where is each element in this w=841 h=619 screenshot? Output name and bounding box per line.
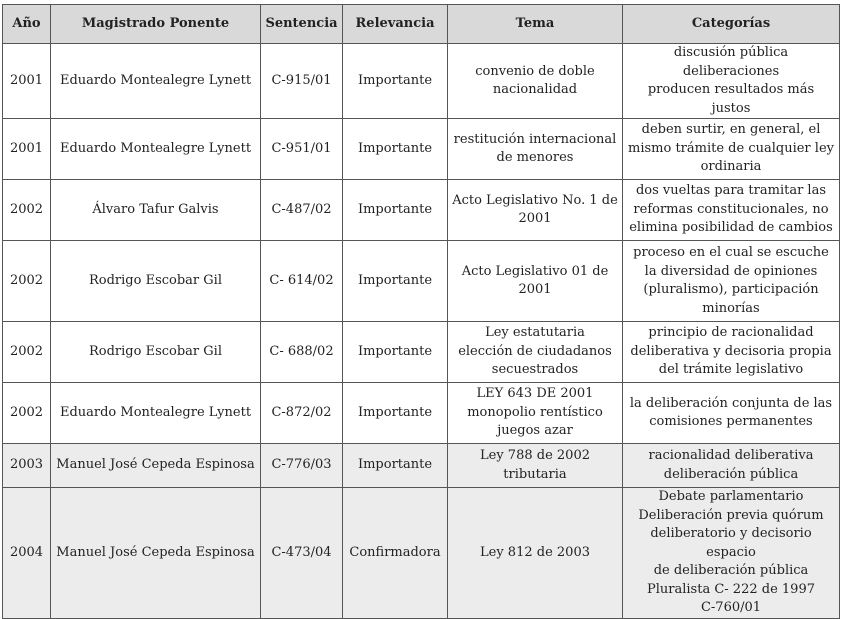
cell-ruling: C-951/01 <box>261 119 343 180</box>
cell-magistrate: Rodrigo Escobar Gil <box>51 322 261 383</box>
cell-relevance: Importante <box>343 383 448 444</box>
table-row <box>3 444 840 488</box>
cell-ruling: C-487/02 <box>261 180 343 241</box>
cell-relevance: Importante <box>343 44 448 119</box>
cell-categories: dos vueltas para tramitar las reformas constitucionales, no elimina posibilidad de cambios <box>623 180 840 241</box>
jurisprudence-table <box>2 4 840 619</box>
table-row <box>3 488 840 619</box>
header-ruling: Sentencia <box>261 5 343 44</box>
cell-year: 2002 <box>3 180 51 241</box>
cell-categories: Debate parlamentario Deliberación previa quórum deliberatorio y decisorio espacio de deliberación pública Pluralista C- 222 de 1997 C-760/01 <box>623 488 840 619</box>
cell-relevance: Confirmadora <box>343 488 448 619</box>
cell-magistrate: Eduardo Montealegre Lynett <box>51 119 261 180</box>
cell-categories: discusión pública deliberaciones producen resultados más justos <box>623 44 840 119</box>
cell-magistrate: Manuel José Cepeda Espinosa <box>51 488 261 619</box>
cell-ruling: C-872/02 <box>261 383 343 444</box>
table-row <box>3 241 840 322</box>
cell-year: 2001 <box>3 119 51 180</box>
cell-relevance: Importante <box>343 119 448 180</box>
cell-year: 2004 <box>3 488 51 619</box>
cell-ruling: C-915/01 <box>261 44 343 119</box>
cell-year: 2002 <box>3 383 51 444</box>
cell-ruling: C-776/03 <box>261 444 343 488</box>
header-categories: Categorías <box>623 5 840 44</box>
cell-magistrate: Eduardo Montealegre Lynett <box>51 44 261 119</box>
header-row <box>3 5 840 44</box>
cell-topic: Acto Legislativo 01 de 2001 <box>448 241 623 322</box>
cell-topic: Ley 788 de 2002 tributaria <box>448 444 623 488</box>
table-row <box>3 322 840 383</box>
table-row <box>3 180 840 241</box>
cell-year: 2002 <box>3 322 51 383</box>
cell-topic: Ley estatutaria elección de ciudadanos secuestrados <box>448 322 623 383</box>
cell-relevance: Importante <box>343 180 448 241</box>
cell-magistrate: Manuel José Cepeda Espinosa <box>51 444 261 488</box>
cell-categories: racionalidad deliberativa deliberación pública <box>623 444 840 488</box>
cell-topic: LEY 643 DE 2001 monopolio rentístico juegos azar <box>448 383 623 444</box>
cell-magistrate: Rodrigo Escobar Gil <box>51 241 261 322</box>
header-magistrate: Magistrado Ponente <box>51 5 261 44</box>
cell-year: 2001 <box>3 44 51 119</box>
cell-topic: restitución internacional de menores <box>448 119 623 180</box>
cell-relevance: Importante <box>343 241 448 322</box>
cell-topic: Acto Legislativo No. 1 de 2001 <box>448 180 623 241</box>
cell-ruling: C- 614/02 <box>261 241 343 322</box>
header-topic: Tema <box>448 5 623 44</box>
cell-topic: Ley 812 de 2003 <box>448 488 623 619</box>
cell-magistrate: Eduardo Montealegre Lynett <box>51 383 261 444</box>
cell-ruling: C-473/04 <box>261 488 343 619</box>
table-row <box>3 383 840 444</box>
table-row <box>3 119 840 180</box>
header-year: Año <box>3 5 51 44</box>
table-row <box>3 44 840 119</box>
cell-categories: proceso en el cual se escuche la diversidad de opiniones (pluralismo), participación minorías <box>623 241 840 322</box>
cell-categories: deben surtir, en general, el mismo trámite de cualquier ley ordinaria <box>623 119 840 180</box>
cell-magistrate: Álvaro Tafur Galvis <box>51 180 261 241</box>
cell-relevance: Importante <box>343 322 448 383</box>
cell-categories: la deliberación conjunta de las comisiones permanentes <box>623 383 840 444</box>
cell-topic: convenio de doble nacionalidad <box>448 44 623 119</box>
cell-ruling: C- 688/02 <box>261 322 343 383</box>
header-relevance: Relevancia <box>343 5 448 44</box>
cell-year: 2003 <box>3 444 51 488</box>
cell-categories: principio de racionalidad deliberativa y decisoria propia del trámite legislativo <box>623 322 840 383</box>
cell-year: 2002 <box>3 241 51 322</box>
cell-relevance: Importante <box>343 444 448 488</box>
